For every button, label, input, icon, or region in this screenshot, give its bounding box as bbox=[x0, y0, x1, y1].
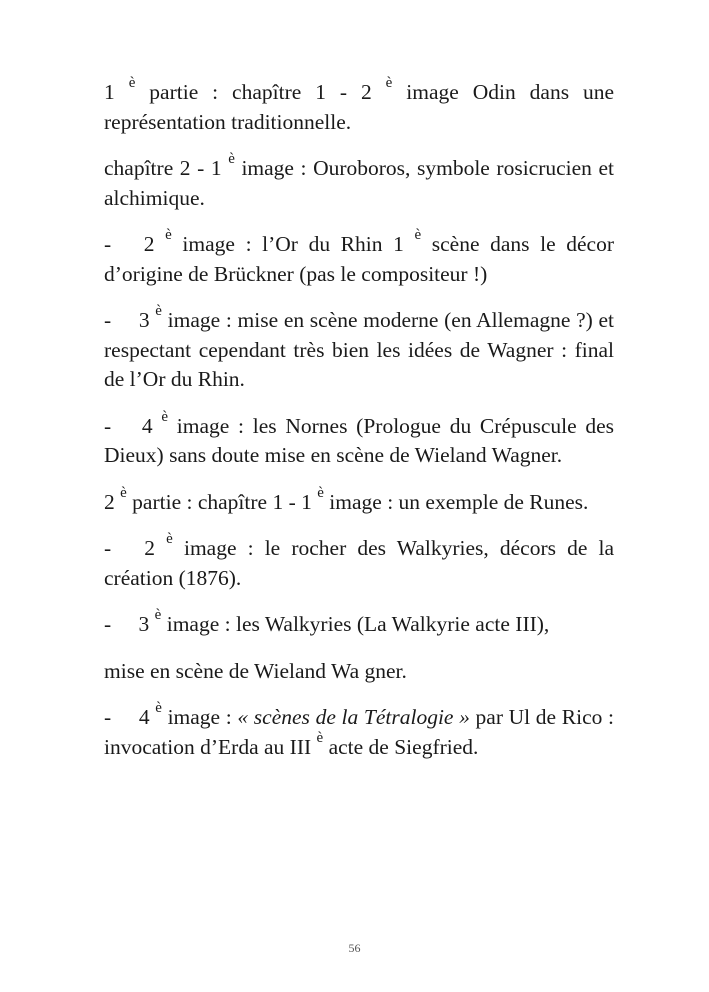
paragraph-text: partie : chapître 1 - 2 bbox=[149, 80, 372, 104]
paragraph-image-2b bbox=[104, 531, 615, 593]
ordinal-superscript: è bbox=[165, 227, 172, 243]
ordinal-superscript: è bbox=[128, 75, 136, 91]
ordinal-superscript: è bbox=[161, 408, 169, 425]
image-number: 2 bbox=[144, 536, 156, 560]
ordinal-superscript: è bbox=[385, 75, 393, 91]
paragraph-text: image : les Walkyries (La Walkyrie acte III), bbox=[166, 612, 550, 636]
paragraph-text: scène dans le décor d’origine de Brückner (pas le compositeur !) bbox=[104, 232, 614, 286]
paragraph-text: acte de Siegfried. bbox=[328, 734, 479, 759]
paragraph-part2-chapter1 bbox=[104, 484, 614, 518]
ordinal-superscript: è bbox=[120, 484, 127, 501]
paragraph-text: image Odin dans une représentation traditionnelle. bbox=[104, 80, 615, 134]
paragraph-text: image : le rocher des Walkyries, décors de la création (1876). bbox=[104, 536, 615, 590]
list-dash: - bbox=[104, 232, 112, 256]
paragraph-text: par Ul de Rico : invocation d’Erda au III bbox=[104, 705, 614, 759]
image-number: 3 bbox=[138, 612, 150, 636]
paragraph-text: image : mise en scène moderne (en Allemagne ?) et respectant cependant très bien les idées de Wagner : final de l’Or du Rhin. bbox=[104, 308, 614, 391]
ordinal-superscript: è bbox=[166, 531, 173, 547]
paragraph-image-4b bbox=[104, 700, 614, 762]
image-number: 3 bbox=[138, 308, 150, 332]
paragraph-text: partie : chapître 1 - 1 bbox=[132, 489, 312, 514]
paragraph-staging bbox=[104, 657, 614, 687]
paragraph-part1-chapter1 bbox=[104, 75, 615, 137]
image-number: 2 bbox=[143, 232, 155, 256]
paragraph-image-4 bbox=[104, 408, 615, 471]
list-dash: - bbox=[104, 536, 112, 560]
ordinal-superscript: è bbox=[317, 484, 324, 501]
paragraph-text: image : l’Or du Rhin 1 bbox=[182, 232, 404, 256]
ordinal-superscript: è bbox=[154, 607, 162, 623]
page-number: 56 bbox=[348, 941, 361, 955]
paragraph-text: image : les Nornes (Prologue du Crépuscule des Dieux) sans doute mise en scène de Wieland Wagner. bbox=[104, 413, 615, 467]
paragraph-image-2 bbox=[104, 227, 614, 289]
list-dash: - bbox=[104, 705, 112, 729]
paragraph-text: image : un exemple de Runes. bbox=[329, 489, 589, 514]
ordinal-superscript: è bbox=[316, 729, 324, 746]
ordinal-superscript: è bbox=[155, 700, 162, 716]
paragraph-image-3 bbox=[104, 303, 614, 395]
list-dash: - bbox=[104, 308, 112, 332]
page-body bbox=[104, 75, 615, 779]
paragraph-image-3b bbox=[104, 607, 614, 640]
italic-title: « scènes de la Tétralogie » bbox=[237, 705, 470, 729]
image-number: 4 bbox=[141, 413, 153, 438]
paragraph-text: chapître 2 - 1 bbox=[104, 156, 222, 180]
ordinal-superscript: è bbox=[155, 303, 162, 319]
image-number: 4 bbox=[138, 705, 150, 729]
paragraph-chapter2 bbox=[104, 151, 615, 213]
paragraph-text: image : bbox=[167, 705, 238, 729]
paragraph-text: image : Ouroboros, symbole rosicrucien et alchimique. bbox=[104, 156, 615, 210]
ordinal-superscript: è bbox=[414, 227, 422, 243]
part-number: 1 bbox=[104, 80, 115, 104]
list-dash: - bbox=[104, 612, 112, 636]
ordinal-superscript: è bbox=[228, 151, 235, 167]
part-number: 2 bbox=[104, 489, 115, 514]
paragraph-text: mise en scène de Wieland Wa gner. bbox=[104, 658, 407, 683]
list-dash: - bbox=[104, 413, 112, 438]
